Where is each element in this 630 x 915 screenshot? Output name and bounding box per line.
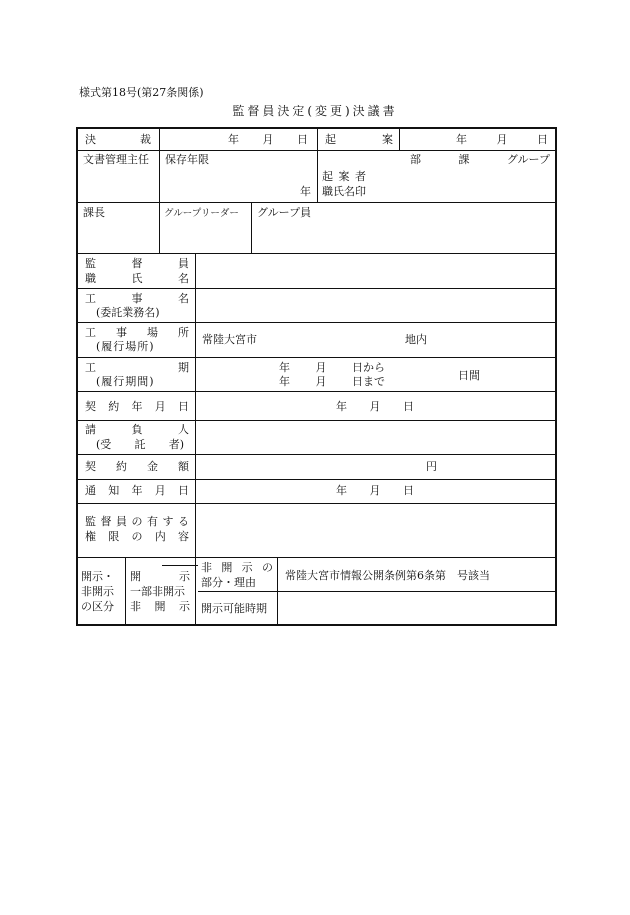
group-leader-label: グループリーダー <box>164 208 239 219</box>
kiansha-label: 起 案 者 <box>322 170 367 183</box>
form-number: 様式第18号(第27条関係) <box>79 86 204 99</box>
keiyaku-date-value: 年 月 日 <box>336 400 414 413</box>
hozon-year: 年 <box>300 185 311 198</box>
ichibu-hikaiji-option: 一部非開示 <box>130 585 185 598</box>
hikaiji-reason-label-2: 部分・理由 <box>201 576 256 589</box>
kacho-label: 課長 <box>83 206 105 219</box>
riko-kikan-label: (履行期間) <box>96 375 155 388</box>
kessai-date: 年 月 日 <box>228 133 308 146</box>
kubun-label-2: 非開示 <box>81 585 114 598</box>
hikaiji-reason-label-1: 非 開 示 の <box>201 561 273 574</box>
kengen-label-line2: 権 限 の 内 容 <box>85 530 189 543</box>
koji-mei-label: 工 事 名 <box>85 292 189 305</box>
kian-date: 年 月 日 <box>456 133 548 146</box>
shokushimei-label: 職 氏 名 <box>85 272 189 285</box>
koki-from: 年 月 日から <box>279 361 385 374</box>
koji-basho-suffix: 地内 <box>405 333 427 346</box>
kaiji-option: 開 示 <box>130 570 190 583</box>
document-title: 監督員決定(変更)決議書 <box>232 104 398 118</box>
koki-to: 年 月 日まで <box>279 375 385 388</box>
bunsho-kanri-label: 文書管理主任 <box>83 153 149 166</box>
kantokuin-label: 監 督 員 <box>85 257 189 270</box>
tsuchi-date-label: 通 知 年 月 日 <box>85 484 189 497</box>
koji-basho-label: 工 事 場 所 <box>85 326 189 339</box>
keiyaku-kingaku-label: 契 約 金 額 <box>85 460 189 473</box>
itaku-gyomu-label: (委託業務名) <box>96 306 160 319</box>
koji-basho-city: 常陸大宮市 <box>202 333 257 346</box>
ukeoinin-label: 請 負 人 <box>85 423 189 436</box>
kessai-label: 決 裁 <box>85 133 151 146</box>
resolution-form-table <box>76 127 557 626</box>
tsuchi-date-value: 年 月 日 <box>336 484 414 497</box>
group-member-label: グループ員 <box>257 206 312 219</box>
keiyaku-date-label: 契 約 年 月 日 <box>85 400 189 413</box>
shokumei-label: 職氏名印 <box>322 185 366 198</box>
kengen-label-line1: 監 督 員 の 有 す る <box>85 515 189 528</box>
jutakusha-label: (受 託 者) <box>96 438 184 451</box>
hikaiji-reason-value: 常陸大宮市情報公開条例第6条第 号該当 <box>285 569 490 582</box>
kaiji-timing-label: 開示可能時期 <box>201 602 267 615</box>
riko-basho-label: (履行場所) <box>96 340 155 353</box>
hozon-nengen-label: 保存年限 <box>165 153 209 166</box>
kian-label: 起 案 <box>325 133 393 146</box>
koki-label: 工 期 <box>85 361 189 374</box>
kubun-label-1: 開示・ <box>81 570 114 583</box>
koki-days: 日間 <box>458 369 480 382</box>
kubun-label-3: の区分 <box>81 600 114 613</box>
department-labels: 部 課 グループ <box>410 153 550 166</box>
kingaku-unit: 円 <box>426 460 437 473</box>
hikaiji-option: 非 開 示 <box>130 600 190 613</box>
